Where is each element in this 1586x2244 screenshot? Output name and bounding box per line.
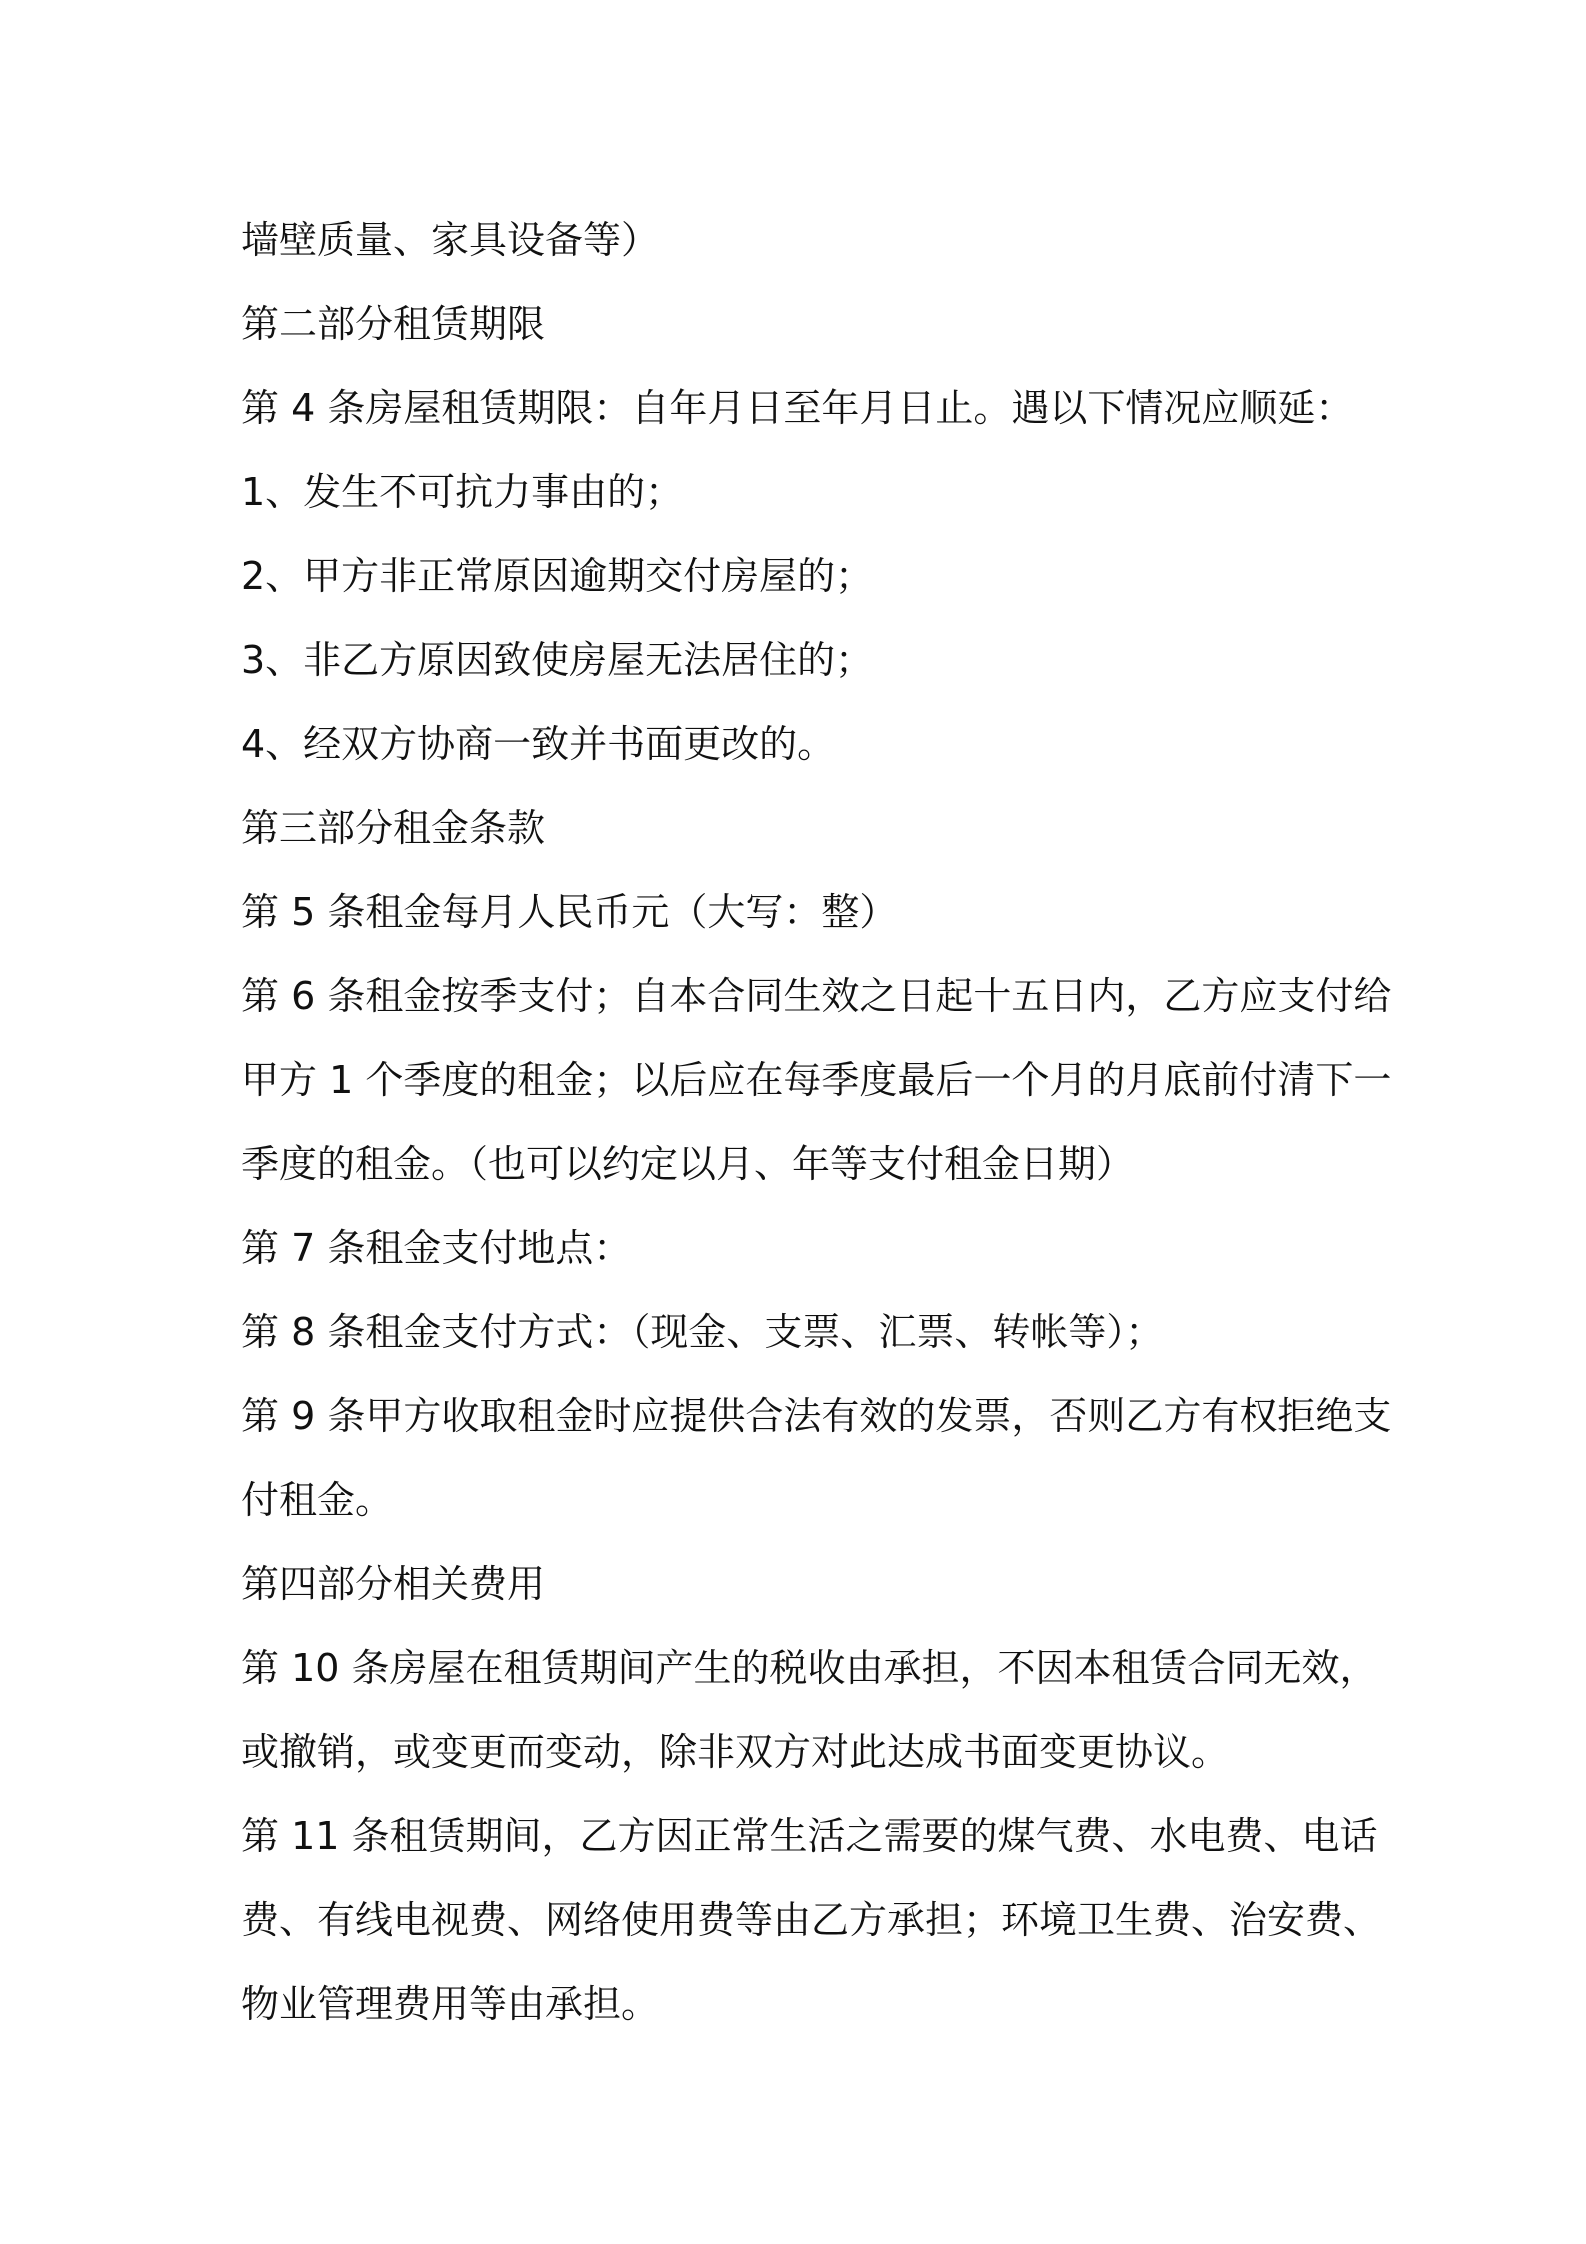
text-line-continuation: 墙壁质量、家具设备等）	[241, 218, 660, 262]
clause-11-line-3: 物业管理费用等由承担。	[241, 1982, 660, 2026]
list-item-1: 1、发生不可抗力事由的；	[241, 470, 684, 514]
clause-10-line-1: 第 10 条房屋在租赁期间产生的税收由承担，不因本租赁合同无效，	[241, 1646, 1378, 1690]
list-item-2: 2、甲方非正常原因逾期交付房屋的；	[241, 554, 874, 598]
clause-9-line-2: 付租金。	[241, 1478, 394, 1522]
clause-11-line-1: 第 11 条租赁期间，乙方因正常生活之需要的煤气费、水电费、电话	[241, 1814, 1378, 1858]
clause-4: 第 4 条房屋租赁期限：自年月日至年月日止。遇以下情况应顺延：	[241, 386, 1354, 430]
section-heading-related-fees: 第四部分相关费用	[241, 1562, 546, 1606]
list-item-4: 4、经双方协商一致并书面更改的。	[241, 722, 836, 766]
document-body	[241, 198, 1392, 2046]
clause-11-line-2: 费、有线电视费、网络使用费等由乙方承担；环境卫生费、治安费、	[241, 1898, 1382, 1942]
clause-7: 第 7 条租金支付地点：	[241, 1226, 632, 1270]
section-heading-lease-term: 第二部分租赁期限	[241, 302, 546, 346]
list-item-3: 3、非乙方原因致使房屋无法居住的；	[241, 638, 874, 682]
clause-6-line-3: 季度的租金。（也可以约定以月、年等支付租金日期）	[241, 1142, 1135, 1186]
clause-8: 第 8 条租金支付方式：（现金、支票、汇票、转帐等）；	[241, 1310, 1164, 1354]
clause-5: 第 5 条租金每月人民币元（大写：整）	[241, 890, 898, 934]
clause-10-line-2: 或撤销，或变更而变动，除非双方对此达成书面变更协议。	[241, 1730, 1230, 1774]
clause-6-line-1: 第 6 条租金按季支付；自本合同生效之日起十五日内，乙方应支付给	[241, 974, 1392, 1018]
section-heading-rent-terms: 第三部分租金条款	[241, 806, 546, 850]
clause-6-line-2: 甲方 1 个季度的租金；以后应在每季度最后一个月的月底前付清下一	[241, 1058, 1392, 1102]
clause-9-line-1: 第 9 条甲方收取租金时应提供合法有效的发票，否则乙方有权拒绝支	[241, 1394, 1392, 1438]
